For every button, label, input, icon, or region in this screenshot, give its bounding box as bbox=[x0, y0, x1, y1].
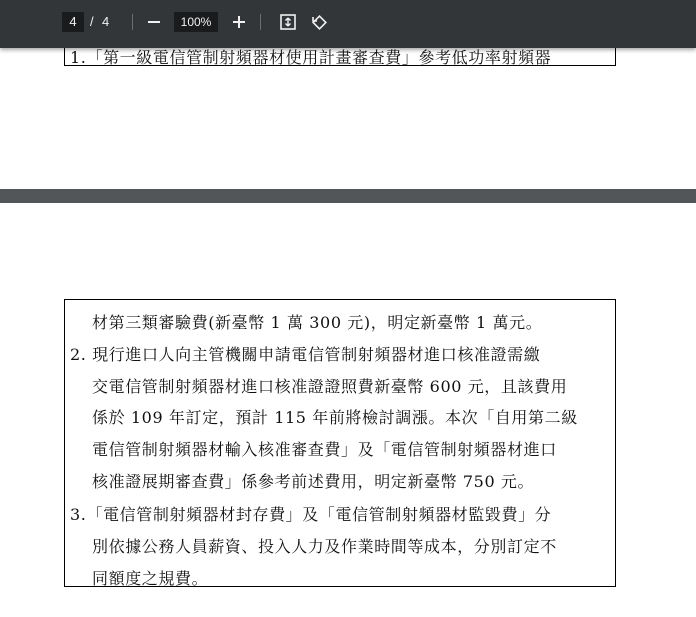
doc-text-line: 3.「電信管制射頻器材封存費」及「電信管制射頻器材監毀費」分 bbox=[70, 505, 552, 524]
page3-text-line: 1.「第一級電信管制射頻器材使用計畫審查費」參考低功率射頻器 bbox=[70, 48, 552, 67]
minus-icon bbox=[147, 15, 161, 29]
doc-text-line: 交電信管制射頻器材進口核准證證照費新臺幣 600 元，且該費用 bbox=[92, 377, 568, 396]
page-gap bbox=[0, 189, 696, 203]
rotate-icon bbox=[310, 13, 328, 31]
fit-to-page-button[interactable] bbox=[276, 10, 300, 34]
doc-text-line: 同額度之規費。 bbox=[92, 569, 209, 588]
fit-page-icon bbox=[279, 13, 297, 31]
doc-text-line: 核准證展期審查費」係參考前述費用，明定新臺幣 750 元。 bbox=[92, 472, 535, 491]
pdf-toolbar bbox=[0, 0, 696, 48]
total-pages: 4 bbox=[102, 14, 110, 29]
zoom-out-button[interactable] bbox=[142, 10, 166, 34]
doc-text-line: 電信管制射頻器材輸入核准審查費」及「電信管制射頻器材進口 bbox=[92, 440, 557, 459]
doc-text-line: 2. 現行進口人向主管機關申請電信管制射頻器材進口核准證需繳 bbox=[70, 345, 541, 364]
page-number-input[interactable]: 4 bbox=[62, 12, 84, 32]
doc-text-line: 係於 109 年訂定，預計 115 年前將檢討調漲。本次「自用第二級 bbox=[92, 408, 578, 427]
doc-text-line: 別依據公務人員薪資、投入人力及作業時間等成本，分別訂定不 bbox=[92, 537, 557, 556]
page-separator: / bbox=[90, 14, 94, 29]
toolbar-divider bbox=[132, 14, 133, 30]
doc-text-line: 材第三類審驗費(新臺幣 1 萬 300 元)，明定新臺幣 1 萬元。 bbox=[92, 313, 543, 332]
plus-icon bbox=[232, 15, 246, 29]
zoom-in-button[interactable] bbox=[227, 10, 251, 34]
toolbar-divider bbox=[260, 14, 261, 30]
zoom-level-input[interactable]: 100% bbox=[174, 12, 218, 32]
rotate-button[interactable] bbox=[307, 10, 331, 34]
